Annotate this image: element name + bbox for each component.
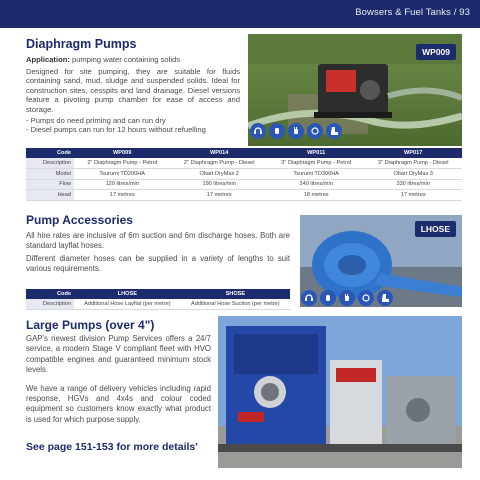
table-header-cell: WP009 xyxy=(74,148,170,158)
lhose-badge: LHOSE xyxy=(415,221,456,237)
row-label: Description xyxy=(26,158,74,169)
large-pumps-paragraph: GAP's newest division Pump Services offers a 24/7 service, a modern Stage V compliant fleet with HVO compatible engines and guaranteed minimum stock levels. xyxy=(26,334,211,375)
table-cell: 3" Diaphragm Pump - Diesel xyxy=(364,158,462,169)
table-row xyxy=(26,169,462,180)
hose-spec-table xyxy=(26,289,290,310)
table-header-row xyxy=(26,289,290,299)
diaphragm-text xyxy=(26,55,240,135)
table-header-cell: LHOSE xyxy=(74,289,181,299)
table-cell: 240 litres/min xyxy=(268,179,364,190)
accessories-paragraph: All hire rates are inclusive of 6m suction and 6m discharge hoses. Both are standard layflat hoses. xyxy=(26,231,290,250)
application-line xyxy=(26,55,240,65)
table-cell: 2" Diaphragm Pump - Diesel xyxy=(170,158,268,169)
ppe-icon-row xyxy=(301,290,393,306)
bullet-text: Diesel pumps can run for 12 hours without refuelling xyxy=(30,125,206,135)
table-row xyxy=(26,158,462,169)
ear-protection-icon xyxy=(250,123,266,139)
table-header-row xyxy=(26,148,462,158)
page-header-title: Bowsers & Fuel Tanks / 93 xyxy=(355,7,470,18)
large-pumps-photo xyxy=(218,316,462,468)
table-cell: Obart DryMax 2 xyxy=(170,169,268,180)
table-cell: 120 litres/min xyxy=(74,179,170,190)
safety-boot-icon xyxy=(326,123,342,139)
table-cell: 17 metres xyxy=(170,190,268,201)
bullet-item: - Diesel pumps can run for 12 hours without refuelling xyxy=(26,125,206,135)
safety-boot-icon xyxy=(377,290,393,306)
accessories-heading: Pump Accessories xyxy=(26,213,133,227)
table-cell: Additional Hose Layflat (per metre) xyxy=(74,299,181,310)
application-text: pumping water containing solids xyxy=(69,55,181,64)
table-cell: Obart DryMax 3 xyxy=(364,169,462,180)
table-cell: 3" Diaphragm Pump - Petrol xyxy=(268,158,364,169)
accessories-paragraph: Different diameter hoses can be supplied in a variety of lengths to suit various requirements. xyxy=(26,254,290,273)
table-cell: 17 metres xyxy=(74,190,170,201)
table-header-cell: WP017 xyxy=(364,148,462,158)
glove-icon xyxy=(269,123,285,139)
large-pumps-text xyxy=(26,334,211,425)
row-label: Description xyxy=(26,299,74,310)
page-header-bar xyxy=(0,0,480,28)
table-cell: 330 litres/min xyxy=(364,179,462,190)
table-cell: 190 litres/min xyxy=(170,179,268,190)
large-pumps-heading: Large Pumps (over 4") xyxy=(26,318,155,332)
hand-icon xyxy=(288,123,304,139)
bullet-item: - Pumps do need priming and can run dry xyxy=(26,115,166,125)
row-label: Model xyxy=(26,169,74,180)
table-header-cell: Code xyxy=(26,289,74,299)
table-header-cell: SHOSE xyxy=(181,289,290,299)
table-row xyxy=(26,299,290,310)
diaphragm-heading: Diaphragm Pumps xyxy=(26,37,137,51)
row-label: Flow xyxy=(26,179,74,190)
large-pumps-paragraph: We have a range of delivery vehicles including rapid response, HGVs and 4x4s and colour coded equipment so customers know exactly what product is used for which purpose supply. xyxy=(26,383,211,424)
row-label: Head xyxy=(26,190,74,201)
hearing-icon xyxy=(307,123,323,139)
see-more-link[interactable]: See page 151-153 for more details' xyxy=(26,441,198,453)
pump-spec-table xyxy=(26,148,462,201)
table-cell: 2" Diaphragm Pump - Petrol xyxy=(74,158,170,169)
hand-icon xyxy=(339,290,355,306)
ear-protection-icon xyxy=(301,290,317,306)
table-cell: 18 metres xyxy=(268,190,364,201)
wp009-badge: WP009 xyxy=(416,44,456,60)
table-cell: Tsurumi TD200HA xyxy=(74,169,170,180)
accessories-text xyxy=(26,231,290,274)
ppe-icon-row xyxy=(250,123,342,139)
table-cell: Additional Hose Suction (per metre) xyxy=(181,299,290,310)
glove-icon xyxy=(320,290,336,306)
bullet-text: Pumps do need priming and can run dry xyxy=(30,115,166,125)
table-cell: Tsurumi TD300HA xyxy=(268,169,364,180)
hearing-icon xyxy=(358,290,374,306)
table-header-cell: WP011 xyxy=(268,148,364,158)
table-row xyxy=(26,190,462,201)
table-header-cell: Code xyxy=(26,148,74,158)
table-header-cell: WP014 xyxy=(170,148,268,158)
application-label: Application: xyxy=(26,55,70,64)
diaphragm-paragraph: Designed for site pumping, they are suitable for fluids containing sand, mud, sludge and suspended solids. Ideal for construction sites, cesspits and land drainage. Diesel versions feature a pivoting pump chamber for ease of access and storage. xyxy=(26,66,240,114)
table-cell: 17 metres xyxy=(364,190,462,201)
table-row xyxy=(26,179,462,190)
